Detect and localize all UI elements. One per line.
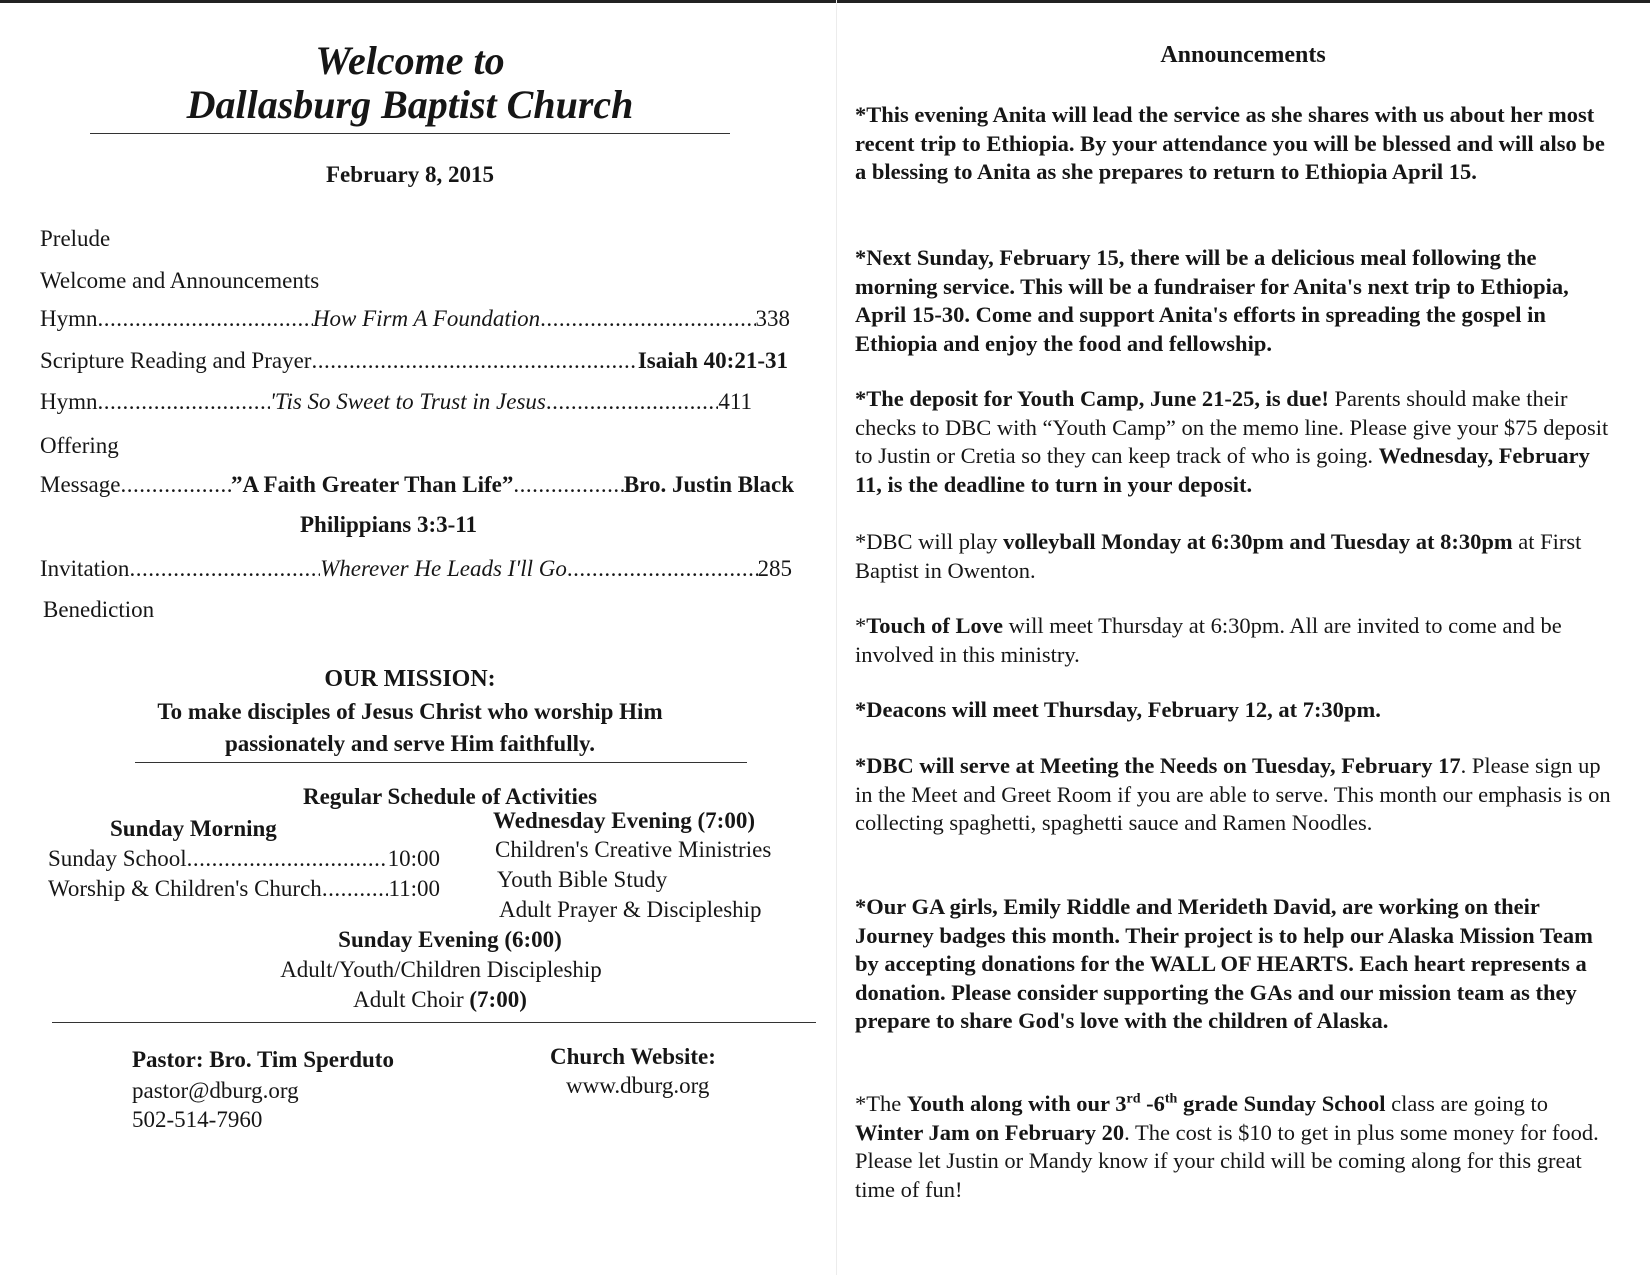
- announcement-bold-text: volleyball Monday at 6:30pm and Tuesday at 8:30pm: [1003, 529, 1513, 554]
- mission-line-1: To make disciples of Jesus Christ who worship Him: [157, 699, 663, 724]
- hymn-number: 338: [755, 306, 790, 331]
- invitation-label: Invitation: [40, 556, 130, 581]
- schedule-item-label: Worship & Children's Church: [48, 876, 322, 901]
- schedule-item-label: Sunday School: [48, 846, 187, 871]
- announcement-text: *Deacons will meet Thursday, February 12, at 7:30pm.: [855, 697, 1381, 722]
- leader-dots: [311, 348, 637, 374]
- hymn-title: How Firm A Foundation: [312, 306, 541, 331]
- announcements-heading: Announcements: [1160, 42, 1326, 68]
- announcement-bold-text: *The deposit for Youth Camp, June 21-25, is due!: [855, 386, 1329, 411]
- announcement-bold-text: Winter Jam on February 20: [855, 1119, 1125, 1145]
- announcement-text: *The: [855, 1091, 907, 1116]
- announcement-text: *This evening Anita will lead the service as she shares with us about her most recent trip to Ethiopia. By your attendance you will be blessed and will also be a blessing to Anita as she prepares to return to Ethiopia April 15.: [855, 102, 1605, 184]
- announcement-ga-girls: [855, 893, 1615, 1036]
- sunday-evening-heading: Sunday Evening (6:00): [338, 927, 562, 952]
- mission-line-2: passionately and serve Him faithfully.: [225, 731, 595, 756]
- announcement-text: class are going to: [1385, 1091, 1548, 1116]
- invitation-number: 285: [757, 556, 792, 581]
- leader-dots: [187, 846, 388, 872]
- welcome-announcements: Welcome and Announcements: [40, 268, 320, 293]
- wednesday-item: Children's Creative Ministries: [495, 837, 772, 862]
- message-title: ”A Faith Greater Than Life”: [230, 472, 514, 497]
- announcement-deacons: [855, 696, 1615, 725]
- announcement-bold-text: Touch of Love: [866, 613, 1003, 638]
- announcement-bold-text: Youth along with our 3: [906, 1091, 1127, 1116]
- announcement-text: Parents should make their checks to DBC with “Youth Camp” on the memo line. Please give your $75 deposit to Justin or Cretia so they can keep track of who is going.: [855, 386, 1609, 468]
- announcement-text: *DBC will play: [855, 529, 1004, 554]
- pastor-label: Pastor: Bro. Tim Sperduto: [132, 1047, 394, 1072]
- mission-statement: [120, 696, 700, 760]
- announcement-text: *: [855, 613, 867, 638]
- schedule-heading: Regular Schedule of Activities: [302, 784, 598, 809]
- scripture-ref: Isaiah 40:21-31: [637, 348, 788, 373]
- announcement-volleyball: [855, 528, 1615, 585]
- announcement-superscript: th: [1164, 1091, 1178, 1107]
- invitation-title: Wherever He Leads I'll Go: [320, 556, 567, 581]
- announcement-text: . Please sign up in the Meet and Greet Room if you are able to serve. This month our emphasis is on collecting spaghetti, spaghetti sauce and Ramen Noodles.: [855, 753, 1611, 835]
- prelude: Prelude: [40, 226, 111, 251]
- leader-dots: [567, 556, 758, 582]
- announcement-text: *Next Sunday, February 15, there will be a delicious meal following the morning service. This will be a fundraiser for Anita's next trip to Ethiopia, April 15-30. Come and support Anita's efforts in spreading the gospel in Ethiopia and enjoy the food and fellowship.: [855, 245, 1569, 356]
- wednesday-item: Youth Bible Study: [497, 867, 668, 892]
- schedule-divider: [52, 1022, 816, 1023]
- invitation-row: [40, 556, 792, 582]
- offering: Offering: [40, 433, 119, 458]
- sunday-evening-item: Adult/Youth/Children Discipleship: [280, 957, 602, 982]
- sunday-morning-heading: Sunday Morning: [110, 816, 277, 841]
- message-speaker: Bro. Justin Black: [623, 472, 795, 497]
- wednesday-evening-heading: Wednesday Evening (7:00): [493, 808, 755, 833]
- hymn-number: 411: [718, 389, 752, 414]
- hymn-row-2: [40, 389, 752, 415]
- service-date: February 8, 2015: [325, 162, 494, 187]
- sunday-evening-choir: [0, 987, 880, 1013]
- choir-label: Adult Choir: [353, 987, 470, 1012]
- hymn-title: 'Tis So Sweet to Trust in Jesus: [270, 389, 546, 414]
- announcement-winter-jam: [855, 1090, 1615, 1204]
- hymn-row-1: [40, 306, 790, 332]
- wednesday-item: Adult Prayer & Discipleship: [499, 897, 762, 922]
- announcement-bold-text: grade Sunday School: [1177, 1091, 1386, 1116]
- announcement-text: will meet Thursday at 6:30pm. All are invited to come and be involved in this ministry.: [855, 613, 1562, 667]
- pastor-email[interactable]: pastor@dburg.org: [132, 1078, 299, 1103]
- announcement-bold-text: -6: [1140, 1091, 1165, 1116]
- leader-dots: [546, 389, 719, 415]
- leader-dots: [129, 556, 320, 582]
- schedule-row: [48, 876, 440, 902]
- choir-time: (7:00): [469, 987, 527, 1012]
- announcement-bold-text: *DBC will serve at Meeting the Needs on Tuesday, February 17: [855, 753, 1461, 778]
- scripture-label: Scripture Reading and Prayer: [40, 348, 312, 373]
- benediction: Benediction: [43, 597, 155, 622]
- announcement-text: at First Baptist in Owenton.: [855, 529, 1582, 583]
- leader-dots: [98, 306, 313, 332]
- message-row: [40, 472, 794, 498]
- message-label: Message: [40, 472, 121, 497]
- schedule-item-time: 11:00: [388, 876, 440, 901]
- pastor-phone: 502-514-7960: [132, 1107, 263, 1132]
- schedule-item-time: 10:00: [387, 846, 440, 871]
- website-label: Church Website:: [550, 1044, 716, 1069]
- announcement-bold-text: Wednesday, February 11, is the deadline to turn in your deposit.: [855, 443, 1590, 497]
- leader-dots: [98, 389, 271, 415]
- scripture-row: [40, 348, 788, 374]
- announcement-meeting-the-needs: [855, 752, 1615, 838]
- schedule-row: [48, 846, 440, 872]
- mission-heading: OUR MISSION:: [324, 666, 496, 692]
- leader-dots: [540, 306, 755, 332]
- right-panel: [836, 0, 1650, 1275]
- announcement-text: *Our GA girls, Emily Riddle and Merideth David, are working on their Journey badges this month. Their project is to help our Alaska Mission Team by accepting donations for the WALL OF HEARTS. Each heart represents a donation. Please consider supporting the GAs and our mission team as they prepare to share God's love with the children of Alaska.: [855, 894, 1593, 1033]
- announcement-superscript: rd: [1126, 1091, 1141, 1107]
- welcome-title-line1: Welcome to: [315, 38, 505, 83]
- message-scripture-ref: Philippians 3:3-11: [300, 512, 478, 537]
- announcement-touch-of-love: [855, 612, 1615, 669]
- hymn-label: Hymn: [40, 306, 98, 331]
- title-divider: [90, 133, 730, 134]
- leader-dots: [513, 472, 623, 498]
- leader-dots: [120, 472, 230, 498]
- leader-dots: [322, 876, 389, 902]
- website-url[interactable]: www.dburg.org: [566, 1073, 710, 1098]
- announcement-youth-camp: [855, 385, 1615, 499]
- hymn-label: Hymn: [40, 389, 98, 414]
- announcement-anita-service: [855, 101, 1615, 187]
- announcement-text: . The cost is $10 to get in plus some money for food. Please let Justin or Mandy know if your child will be coming along for this great time of fun!: [855, 1119, 1599, 1202]
- welcome-title-line2: Dallasburg Baptist Church: [186, 82, 634, 127]
- announcement-fundraiser-meal: [855, 244, 1615, 358]
- mission-divider: [135, 762, 747, 763]
